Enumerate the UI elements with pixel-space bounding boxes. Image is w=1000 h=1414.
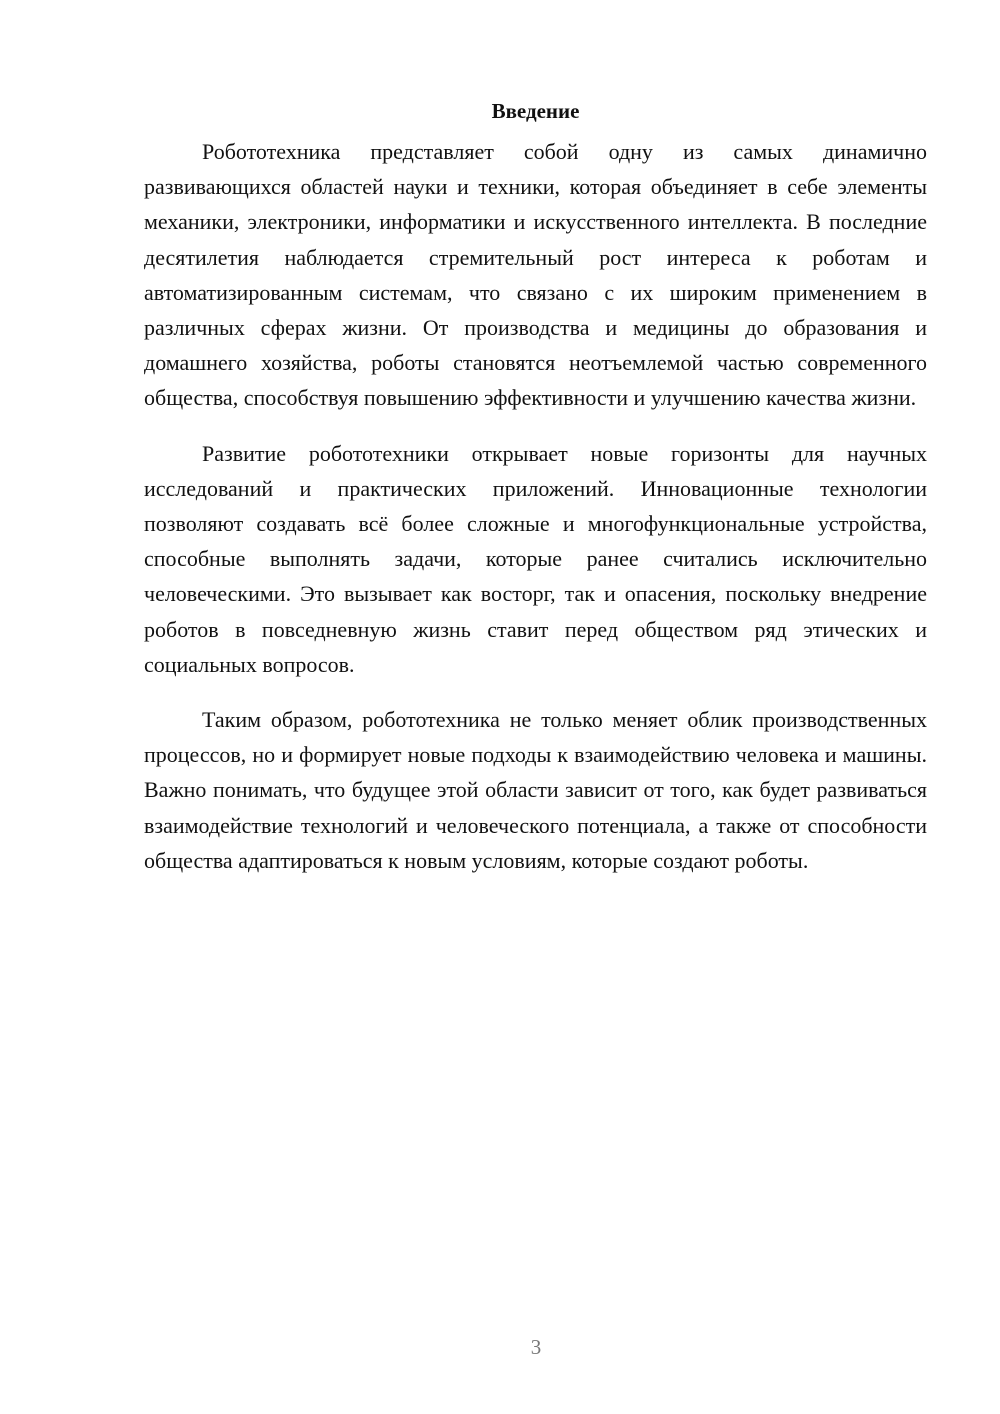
page-number: 3 [530, 1335, 542, 1359]
section-title: Введение [491, 99, 580, 123]
paragraph-2: Развитие робототехники открывает новые горизонты для научных исследований и практических приложений. Инновационные технологии позволяют создавать всё более сложные и многофункциональные устройства, способные выполнять задачи, которые ранее считались исключительно человеческими. Это вызывает как восторг, так и опасения, поскольку внедрение роботов в повседневную жизнь ставит перед обществом ряд этических и социальных вопросов. [144, 440, 927, 677]
paragraph-1: Робототехника представляет собой одну из самых динамично развивающихся областей науки и техники, которая объединяет в себе элементы механики, электроники, информатики и искусственного интеллекта. В последние десятилетия наблюдается стремительный рост интереса к роботам и автоматизированным системам, что связано с их широким применением в различных сферах жизни. От производства и медицины до образования и домашнего хозяйства, роботы становятся неотъемлемой частью современного общества, способствуя повышению эффективности и улучшению качества жизни. [144, 139, 927, 411]
page-body [144, 96, 927, 898]
paragraph-3: Таким образом, робототехника не только меняет облик производственных процессов, но и формирует новые подходы к взаимодействию человека и машины. Важно понимать, что будущее этой области зависит от того, как будет развиваться взаимодействие технологий и человеческого потенциала, а также от способности общества адаптироваться к новым условиям, которые создают роботы. [144, 707, 927, 873]
